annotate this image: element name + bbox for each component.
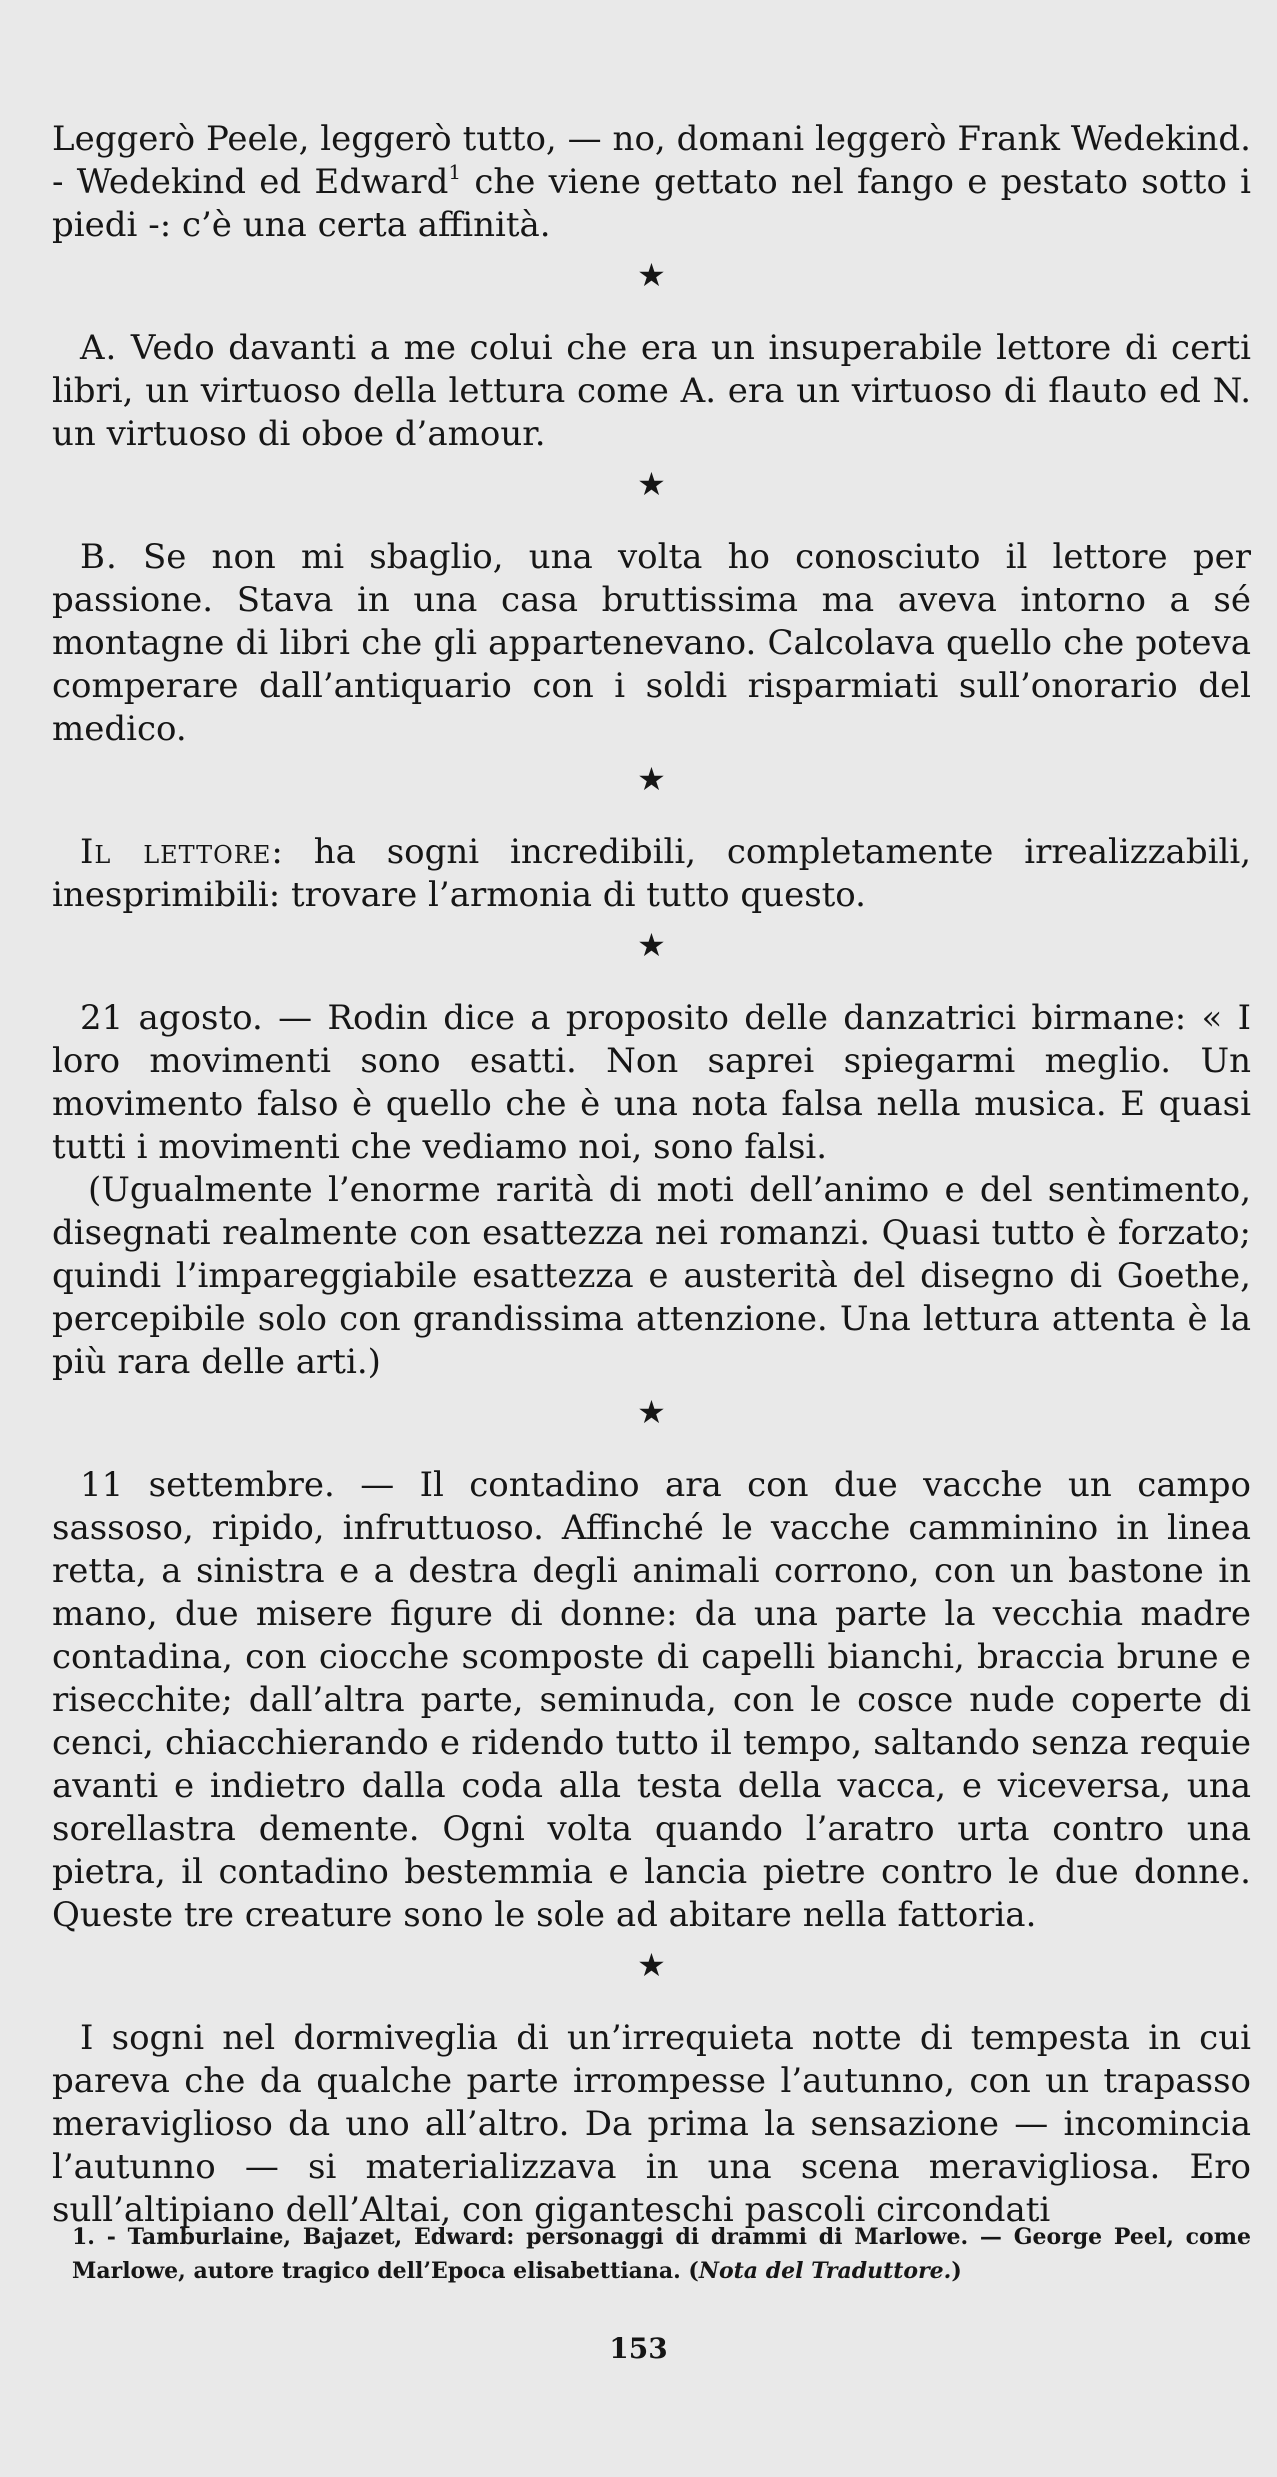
footnote-italic: Nota del Traduttore. [698,2258,952,2284]
paragraph-4 [52,831,1251,917]
paragraph-2-text: Vedo davanti a me colui che era un insuperabile lettore di certi libri, un virtuoso della lettura come A. era un virtuoso di flauto ed N. un virtuoso di oboe d’amour. [52,328,1251,454]
star-separator: ★ [637,256,666,294]
star-separator: ★ [637,760,666,798]
star-separator: ★ [637,926,666,964]
paragraph-2-label: A. [80,328,118,368]
paragraph-3-label: B. [80,537,118,577]
paragraph-7: 11 settembre. — Il contadino ara con due vacche un campo sassoso, ripido, infruttuoso. Affinché le vacche camminino in linea retta, a sinistra e a destra degli animali corrono, con un bastone in mano, due misere figure di donne: da una parte la vecchia madre contadina, con ciocche scomposte di capelli bianchi, braccia brune e risecchite; dall’altra parte, seminuda, con le cosce nude coperte di cenci, chiacchierando e ridendo tutto il tempo, saltando senza requie avanti e indietro dalla coda alla testa della vacca, e viceversa, una sorellastra demente. Ogni volta quando l’aratro urta contro una pietra, il contadino bestemmia e lancia pietre contro le due donne. Queste tre creature sono le sole ad abitare nella fattoria. [52,1465,1251,1935]
body-text [52,118,1251,2232]
page-number: 153 [609,2332,668,2365]
paragraph-3-text: Se non mi sbaglio, una volta ho conosciuto il lettore per passione. Stava in una casa bruttissima ma aveva intorno a sé montagne di libri che gli appartenevano. Calcolava quello che poteva comperare dall’antiquario con i soldi risparmiati sull’onorario del medico. [52,537,1251,749]
paragraph-8: I sogni nel dormiveglia di un’irrequieta notte di tempesta in cui pareva che da qualche parte irrompesse l’autunno, con un trapasso meraviglioso da uno all’altro. Da prima la sensazione — incomincia l’autunno — si materializzava in una scena meravigliosa. Ero sull’altipiano dell’Altai, con giganteschi pascoli circondati [52,2018,1251,2230]
paragraph-4-text: : ha sogni incredibili, completamente irrealizzabili, inesprimibili: trovare l’armonia di tutto questo. [52,832,1252,915]
paragraph-1 [52,118,1251,247]
paragraph-6: (Ugualmente l’enorme rarità di moti dell’animo e del sentimento, disegnati realmente con esattezza nei romanzi. Quasi tutto è forzato; quindi l’impareggiabile esattezza e austerità del disegno di Goethe, percepibile solo con grandissima attenzione. Una lettura attenta è la più rara delle arti.) [52,1170,1251,1382]
paragraph-1-text: Leggerò Peele, leggerò tutto, — no, domani leggerò Frank Wedekind. - Wedekind ed Edward [52,119,1251,202]
footnote-close: ) [951,2258,962,2284]
paragraph-2 [52,327,1251,456]
paragraph-3 [52,536,1251,751]
star-separator: ★ [637,465,666,503]
footnote-text: 1. - Tamburlaine, Bajazet, Edward: personaggi di drammi di Marlowe. — George Peel, come Marlowe, autore tragico dell’Epoca elisabettiana. ( [72,2224,1251,2284]
paragraph-4-label: Il lettore [80,832,272,872]
star-separator: ★ [637,1393,666,1431]
footnote-ref: 1 [448,160,462,184]
paragraph-1-rest: che viene gettato nel fango e pestato sotto i piedi -: c’è una certa affinità. [52,162,1252,245]
paragraph-5: 21 agosto. — Rodin dice a proposito delle danzatrici birmane: « I loro movimenti sono esatti. Non saprei spiegarmi meglio. Un movimento falso è quello che è una nota falsa nella musica. E quasi tutti i movimenti che vediamo noi, sono falsi. [52,998,1251,1167]
footnote [72,2220,1251,2288]
star-separator: ★ [637,1946,666,1984]
